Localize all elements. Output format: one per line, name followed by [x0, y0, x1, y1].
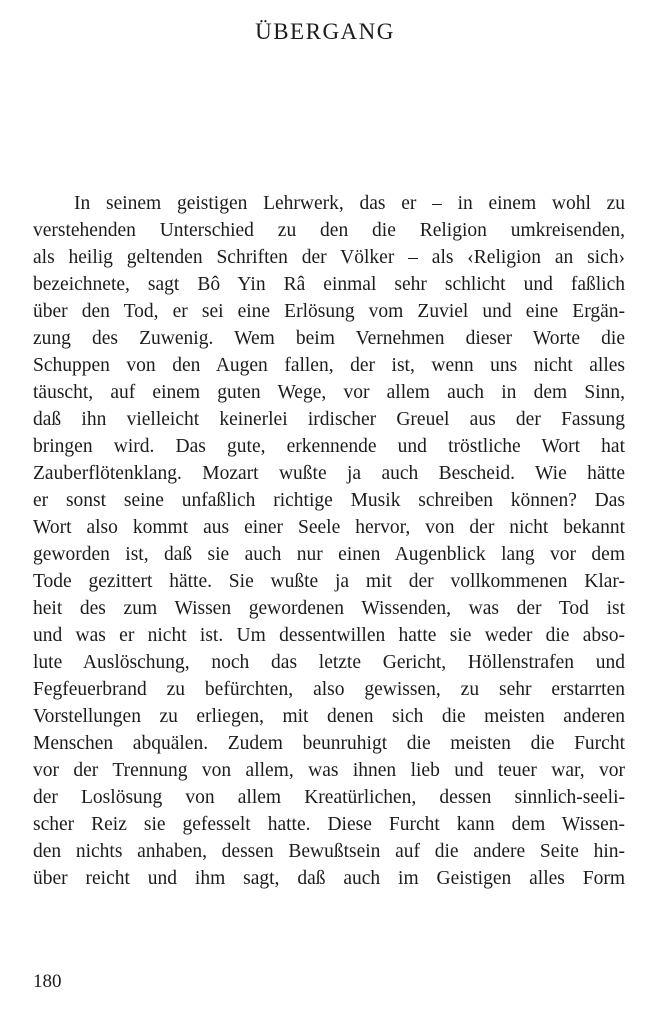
text-line: den nichts anhaben, dessen Bewußtsein auf die andere Seite hin-	[33, 841, 625, 862]
text-line: scher Reiz sie gefesselt hatte. Diese Furcht kann dem Wissen-	[33, 814, 625, 835]
text-line: In seinem geistigen Lehrwerk, das er – in einem wohl zu	[74, 193, 625, 214]
text-line: Tode gezittert hätte. Sie wußte ja mit der vollkommenen Klar-	[33, 571, 625, 592]
text-line: zung des Zuwenig. Wem beim Vernehmen dieser Worte die	[33, 328, 625, 349]
text-line: heit des zum Wissen gewordenen Wissenden, was der Tod ist	[33, 598, 625, 619]
body-paragraph	[33, 190, 625, 892]
text-line: Zauberflötenklang. Mozart wußte ja auch Bescheid. Wie hätte	[33, 463, 625, 484]
text-line: bezeichnete, sagt Bô Yin Râ einmal sehr schlicht und faßlich	[33, 274, 625, 295]
text-line: über den Tod, er sei eine Erlösung vom Zuviel und eine Ergän-	[33, 301, 625, 322]
text-line: vor der Trennung von allem, was ihnen lieb und teuer war, vor	[33, 760, 625, 781]
text-line: und was er nicht ist. Um dessentwillen hatte sie weder die abso-	[33, 625, 625, 646]
text-line: daß ihn vielleicht keinerlei irdischer Greuel aus der Fassung	[33, 409, 625, 430]
page-title: ÜBERGANG	[255, 19, 395, 44]
text-line: Wort also kommt aus einer Seele hervor, von der nicht bekannt	[33, 517, 625, 538]
text-line: Schuppen von den Augen fallen, der ist, wenn uns nicht alles	[33, 355, 625, 376]
text-line: Fegfeuerbrand zu befürchten, also gewissen, zu sehr erstarrten	[33, 679, 625, 700]
text-line: über reicht und ihm sagt, daß auch im Geistigen alles Form	[33, 868, 625, 889]
page-number: 180	[33, 971, 62, 992]
text-line: verstehenden Unterschied zu den die Religion umkreisenden,	[33, 220, 625, 241]
text-line: er sonst seine unfaßlich richtige Musik schreiben können? Das	[33, 490, 625, 511]
text-line: Menschen abquälen. Zudem beunruhigt die meisten die Furcht	[33, 733, 625, 754]
text-line: als heilig geltenden Schriften der Völker – als ‹Religion an sich›	[33, 247, 625, 268]
text-line: bringen wird. Das gute, erkennende und tröstliche Wort hat	[33, 436, 625, 457]
text-line: der Loslösung von allem Kreatürlichen, dessen sinnlich-seeli-	[33, 787, 625, 808]
text-line: geworden ist, daß sie auch nur einen Augenblick lang vor dem	[33, 544, 625, 565]
text-line: lute Auslöschung, noch das letzte Gericht, Höllenstrafen und	[33, 652, 625, 673]
text-line: täuscht, auf einem guten Wege, vor allem auch in dem Sinn,	[33, 382, 625, 403]
text-line: Vorstellungen zu erliegen, mit denen sich die meisten anderen	[33, 706, 625, 727]
